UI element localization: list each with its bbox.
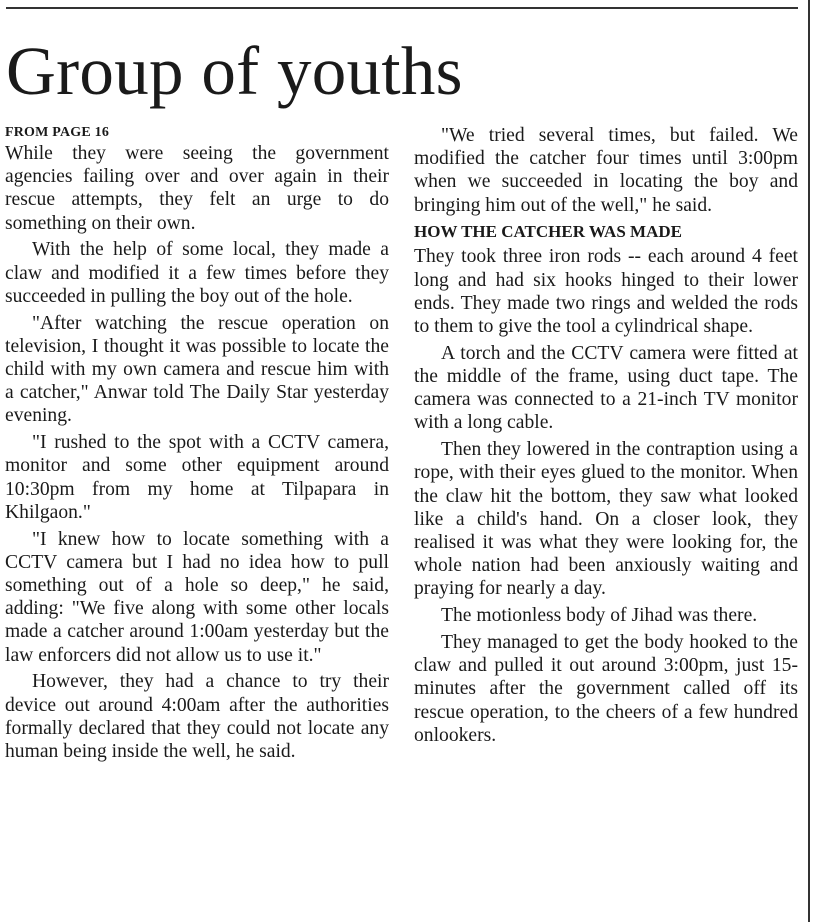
section-subhead: HOW THE CATCHER WAS MADE xyxy=(414,222,682,242)
article-paragraph: Then they lowered in the contraption using a rope, with their eyes glued to the monitor. When the claw hit the bottom, they saw what looked like a child's hand. On a closer look, they realised it was what they were looking for, the whole nation had been anxiously waiting and praying for nearly a day. xyxy=(414,439,798,600)
from-page-kicker: FROM PAGE 16 xyxy=(5,125,110,140)
article-paragraph: The motionless body of Jihad was there. xyxy=(441,605,758,627)
article-paragraph: They managed to get the body hooked to the claw and pulled it out around 3:00pm, just 15-minutes after the government called off its rescue operation, to the cheers of a few hundred onlookers. xyxy=(414,632,798,746)
headline: Group of youths xyxy=(6,33,463,109)
right-column xyxy=(414,124,798,751)
article-paragraph: They took three iron rods -- each around 4 feet long and had six hooks hinged to their lower ends. They made two rings and welded the rods to them to give the tool a cylindrical shape. xyxy=(414,246,798,338)
article-paragraph: "I rushed to the spot with a CCTV camera, monitor and some other equipment around 10:30pm from my home at Tilpapara in Khilgaon." xyxy=(5,432,389,523)
article-paragraph: While they were seeing the government agencies failing over and over again in their rescue attempts, they felt an urge to do something on their own. xyxy=(5,143,389,234)
article-paragraph: With the help of some local, they made a claw and modified it a few times before they succeeded in pulling the boy out of the hole. xyxy=(5,239,389,307)
article-paragraph: "After watching the rescue operation on television, I thought it was possible to locate the child with my own camera and rescue him with a catcher," Anwar told The Daily Star yesterday evening. xyxy=(5,312,389,427)
left-column xyxy=(5,124,389,767)
article-paragraph: However, they had a chance to try their device out around 4:00am after the authorities formally declared that they could not locate any human being inside the well, he said. xyxy=(5,671,389,763)
article-paragraph: "I knew how to locate something with a CCTV camera but I had no idea how to pull something out of a hole so deep," he said, adding: "We five along with some other locals made a catcher around 1:00am yesterday but the law enforcers did not allow us to use it." xyxy=(5,528,389,666)
column-rule xyxy=(808,0,810,922)
article-paragraph: "We tried several times, but failed. We modified the catcher four times until 3:00pm when we succeeded in locating the boy and bringing him out of the well," he said. xyxy=(414,125,798,216)
top-rule xyxy=(6,7,798,9)
article-paragraph: A torch and the CCTV camera were fitted at the middle of the frame, using duct tape. The camera was connected to a 21-inch TV monitor with a long cable. xyxy=(414,342,798,434)
